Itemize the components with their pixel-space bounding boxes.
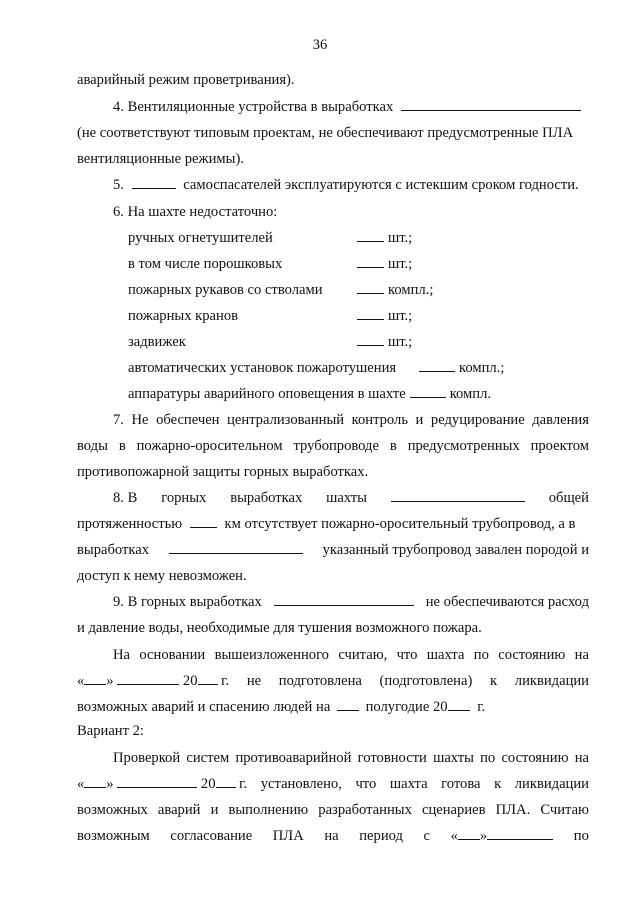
list-item-amount: [419, 359, 504, 377]
fill-blank: [419, 359, 455, 372]
word: не обеспечиваются расход: [425, 594, 589, 610]
unit-label: шт.;: [388, 256, 413, 272]
quote-open: «: [77, 673, 85, 689]
word: 8. В: [113, 490, 138, 506]
conclusion-line-3: [77, 698, 485, 716]
quote-open: «: [77, 776, 85, 792]
item-5-number: 5.: [113, 177, 124, 193]
unit-label: компл.: [449, 386, 492, 402]
list-item-label: в том числе порошковых: [128, 256, 283, 272]
conclusion-line-2: [77, 672, 589, 690]
list-item-amount: [357, 333, 412, 351]
list-item-label: автоматических установок пожаротушения: [128, 360, 397, 376]
list-item-label: [128, 385, 491, 403]
word: по: [573, 828, 589, 844]
word: аварий: [157, 802, 201, 818]
word: не: [246, 673, 262, 689]
list-item-text: аппаратуры аварийного оповещения в шахте: [128, 386, 406, 402]
paragraph-8-line-4: доступ к нему невозможен.: [77, 568, 247, 584]
fill-blank: [357, 229, 384, 242]
word: г.: [239, 776, 248, 792]
word: горных: [161, 490, 207, 506]
word: согласование: [170, 828, 253, 844]
word: с: [423, 828, 431, 844]
word: систем: [186, 750, 230, 766]
fill-blank: [487, 827, 553, 840]
word: возможных аварий и спасению людей на: [77, 699, 331, 715]
word: полугодие 20: [365, 699, 448, 715]
word: ликвидации: [514, 673, 589, 689]
unit-label: шт.;: [388, 230, 413, 246]
word: На: [113, 647, 131, 663]
word: ПЛА.: [495, 802, 531, 818]
fill-blank: [169, 541, 303, 554]
item-5-text: самоспасателей эксплуатируются с истекшим сроком годности.: [183, 177, 579, 193]
fill-blank: [458, 827, 480, 840]
variant2-line-1: [113, 749, 589, 767]
fill-blank: [132, 176, 176, 189]
word: км отсутствует пожарно-оросительный трубопровод, а в: [224, 516, 576, 532]
word: противоаварийной: [235, 750, 352, 766]
text-line: [113, 98, 581, 116]
text-line: [113, 176, 579, 194]
word: 9. В горных выработках: [113, 594, 262, 610]
fill-blank: [216, 775, 236, 788]
list-item-label: ручных огнетушителей: [128, 230, 273, 246]
word: давления: [532, 412, 589, 428]
word: сценариев: [421, 802, 486, 818]
list-item-amount: [357, 307, 412, 325]
paragraph-8-line-2: [77, 515, 575, 533]
word: 7.: [113, 412, 124, 428]
fill-blank: [410, 385, 446, 398]
list-item-amount: [357, 255, 412, 273]
unit-label: шт.;: [388, 334, 413, 350]
date-group: [77, 672, 229, 690]
word: Не: [131, 412, 149, 428]
text-line: (не соответствуют типовым проектам, не обеспечивают предусмотренные ПЛА: [77, 125, 574, 141]
word: на: [574, 750, 589, 766]
word: готовности: [357, 750, 427, 766]
word: обеспечен: [156, 412, 220, 428]
variant2-line-3: [77, 801, 589, 819]
paragraph-9-line-1: [113, 593, 589, 611]
text-line: 6. На шахте недостаточно:: [113, 204, 278, 220]
word: считаю,: [338, 647, 388, 663]
list-item-amount: [357, 229, 412, 247]
date-group: [77, 775, 247, 793]
text-line: вентиляционные режимы).: [77, 151, 244, 167]
word: протяженностью: [77, 516, 183, 532]
word: выработках: [77, 542, 150, 558]
list-item-label: пожарных кранов: [128, 308, 239, 324]
fill-blank: [357, 307, 384, 320]
fill-blank: [401, 98, 581, 111]
word: разработанных: [318, 802, 412, 818]
conclusion-line-1: [113, 646, 589, 664]
quote-close: »: [106, 776, 114, 792]
word: в: [118, 438, 126, 454]
paragraph-7-line-1: [113, 411, 589, 429]
word: ликвидации: [514, 776, 589, 792]
fill-blank: [117, 672, 179, 685]
fill-blank: [117, 775, 197, 788]
word: на: [574, 647, 589, 663]
unit-label: компл.;: [459, 360, 505, 376]
word: проектом: [530, 438, 589, 454]
fill-blank: [190, 515, 217, 528]
word: редуцирование: [430, 412, 525, 428]
word: контроль: [351, 412, 408, 428]
word: общей: [548, 490, 589, 506]
quote-close: »: [106, 673, 114, 689]
word: трубопроводе: [293, 438, 379, 454]
word: по: [473, 647, 489, 663]
word: и: [210, 802, 219, 818]
fill-blank: [448, 698, 470, 711]
word: указанный трубопровод завален породой и: [322, 542, 589, 558]
fill-blank: [357, 333, 384, 346]
word: шахта: [389, 776, 428, 792]
word: подготовлена: [278, 673, 362, 689]
quote-close: »: [479, 828, 488, 844]
list-item-label: пожарных рукавов со стволами: [128, 282, 323, 298]
word: установлено,: [260, 776, 342, 792]
word: централизованный: [227, 412, 345, 428]
quote-open: «: [450, 828, 458, 844]
variant2-line-4: [77, 827, 589, 845]
word: к: [490, 673, 498, 689]
word: по: [480, 750, 496, 766]
paragraph-9-line-2: и давление воды, необходимые для тушения возможного пожара.: [77, 620, 482, 636]
fill-blank: [84, 672, 106, 685]
page-number: 36: [312, 37, 328, 53]
word: воды: [77, 438, 108, 454]
word: пожарно-оросительном: [136, 438, 283, 454]
word: шахты: [433, 750, 474, 766]
word: г.: [221, 673, 230, 689]
fill-blank: [391, 489, 525, 502]
word: готова: [441, 776, 481, 792]
word: возможных: [77, 802, 148, 818]
word: и: [415, 412, 424, 428]
year-prefix: 20: [200, 776, 216, 792]
word: (подготовлена): [379, 673, 473, 689]
unit-label: компл.;: [388, 282, 434, 298]
text-line: аварийный режим проветривания).: [77, 72, 295, 88]
variant-heading: Вариант 2:: [77, 723, 144, 739]
paragraph-8-line-1: [113, 489, 589, 507]
word: Проверкой: [113, 750, 181, 766]
unit-label: шт.;: [388, 308, 413, 324]
word: основании: [139, 647, 206, 663]
list-item-label: задвижек: [128, 334, 186, 350]
date-group: [451, 827, 554, 845]
word: период: [359, 828, 403, 844]
word: вышеизложенного: [214, 647, 329, 663]
word: состоянию: [501, 750, 569, 766]
paragraph-7-line-3: противопожарной защиты горных выработках.: [77, 464, 369, 480]
variant2-line-2: [77, 775, 589, 793]
word: к: [494, 776, 502, 792]
word: предусмотренных: [407, 438, 520, 454]
word: в: [389, 438, 397, 454]
paragraph-7-line-2: [77, 437, 589, 455]
fill-blank: [357, 255, 384, 268]
word: Считаю: [540, 802, 589, 818]
word: возможным: [77, 828, 150, 844]
fill-blank: [357, 281, 384, 294]
word: выработках: [230, 490, 303, 506]
paragraph-8-line-3: [77, 541, 589, 559]
year-prefix: 20: [182, 673, 198, 689]
word: на: [324, 828, 339, 844]
word: выполнению: [228, 802, 309, 818]
word: ПЛА: [272, 828, 304, 844]
word: г.: [477, 699, 486, 715]
fill-blank: [198, 672, 218, 685]
fill-blank: [337, 698, 359, 711]
word: состоянию: [498, 647, 566, 663]
fill-blank: [274, 593, 414, 606]
word: шахта: [426, 647, 465, 663]
word: что: [396, 647, 418, 663]
list-item-amount: [357, 281, 433, 299]
word: шахты: [326, 490, 367, 506]
word: что: [355, 776, 377, 792]
item-4-text: 4. Вентиляционные устройства в выработках: [113, 99, 394, 115]
fill-blank: [84, 775, 106, 788]
